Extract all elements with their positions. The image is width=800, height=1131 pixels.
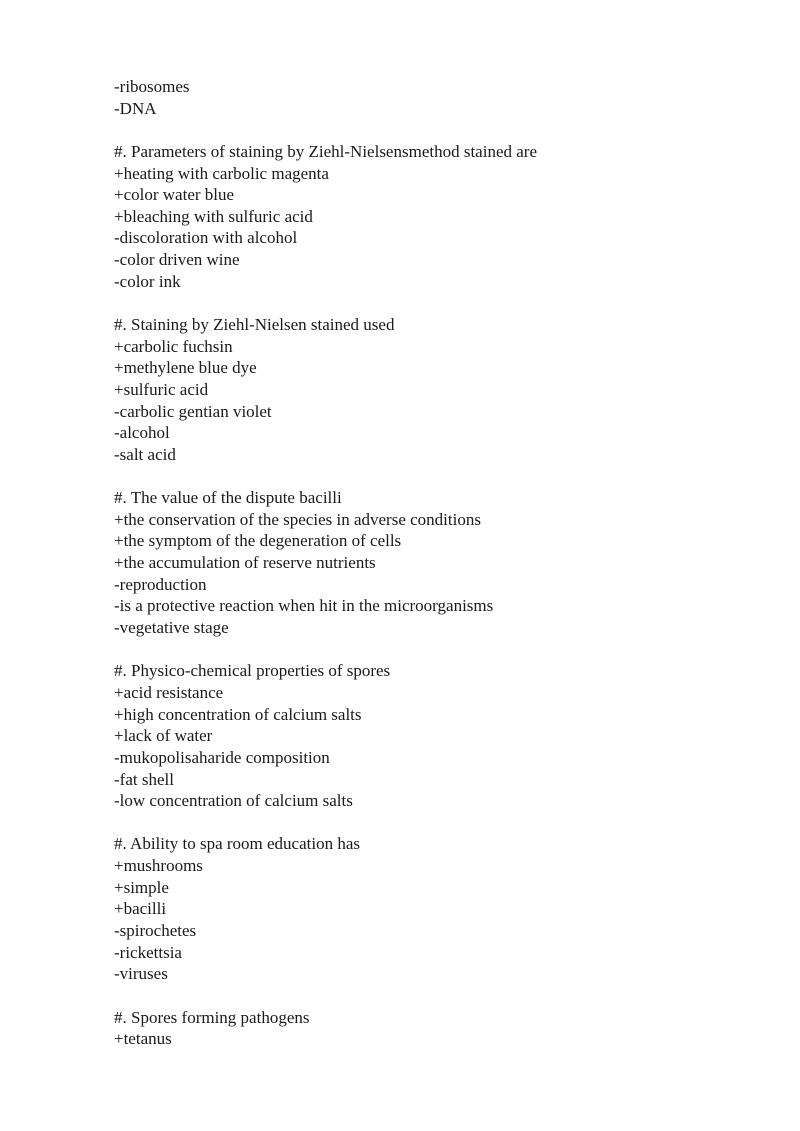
incorrect-answer-line: -ribosomes <box>114 77 190 96</box>
incorrect-answer-line: -viruses <box>114 964 168 984</box>
question-line: #. Physico-chemical properties of spores <box>114 661 391 681</box>
question-line: #. The value of the dispute bacilli <box>114 488 342 508</box>
correct-answer-line: +high concentration of calcium salts <box>114 704 362 724</box>
blank-line <box>114 985 537 1007</box>
incorrect-answer-line: -carbolic gentian violet <box>114 401 272 421</box>
incorrect-answer-line: -low concentration of calcium salts <box>114 791 353 811</box>
correct-answer-line: +bacilli <box>114 899 167 919</box>
incorrect-answer-line: -color driven wine <box>114 250 240 270</box>
question-line: #. Spores forming pathogens <box>114 1007 310 1027</box>
blank-line <box>114 292 537 314</box>
correct-answer-line: +the conservation of the species in adverse conditions <box>114 509 481 529</box>
correct-answer-line: +the accumulation of reserve nutrients <box>114 553 376 573</box>
incorrect-answer-line: -DNA <box>114 98 157 118</box>
incorrect-answer-line: -is a protective reaction when hit in the microorganisms <box>114 596 494 616</box>
correct-answer-line: +carbolic fuchsin <box>114 336 233 356</box>
incorrect-answer-line: -fat shell <box>114 769 174 789</box>
incorrect-answer-line: -spirochetes <box>114 920 197 940</box>
document-body <box>114 76 537 1050</box>
incorrect-answer-line: -color ink <box>114 271 181 291</box>
correct-answer-line: +methylene blue dye <box>114 358 257 378</box>
question-line: #. Ability to spa room education has <box>114 834 360 854</box>
incorrect-answer-line: -rickettsia <box>114 942 182 962</box>
blank-line <box>114 812 537 834</box>
incorrect-answer-line: -reproduction <box>114 574 207 594</box>
incorrect-answer-line: -mukopolisaharide composition <box>114 747 330 767</box>
correct-answer-line: +acid resistance <box>114 682 224 702</box>
question-line: #. Parameters of staining by Ziehl-Nielsensmethod stained are <box>114 141 537 161</box>
correct-answer-line: +simple <box>114 877 169 897</box>
correct-answer-line: +the symptom of the degeneration of cells <box>114 531 402 551</box>
incorrect-answer-line: -discoloration with alcohol <box>114 228 298 248</box>
blank-line <box>114 639 537 661</box>
correct-answer-line: +heating with carbolic magenta <box>114 163 329 183</box>
correct-answer-line: +bleaching with sulfuric acid <box>114 206 313 226</box>
correct-answer-line: +sulfuric acid <box>114 379 209 399</box>
blank-line <box>114 119 537 141</box>
question-line: #. Staining by Ziehl-Nielsen stained used <box>114 315 395 335</box>
correct-answer-line: +color water blue <box>114 185 235 205</box>
incorrect-answer-line: -vegetative stage <box>114 618 229 638</box>
correct-answer-line: +lack of water <box>114 726 213 746</box>
correct-answer-line: +tetanus <box>114 1029 172 1049</box>
blank-line <box>114 466 537 488</box>
incorrect-answer-line: -salt acid <box>114 444 176 464</box>
correct-answer-line: +mushrooms <box>114 856 203 876</box>
incorrect-answer-line: -alcohol <box>114 423 170 443</box>
